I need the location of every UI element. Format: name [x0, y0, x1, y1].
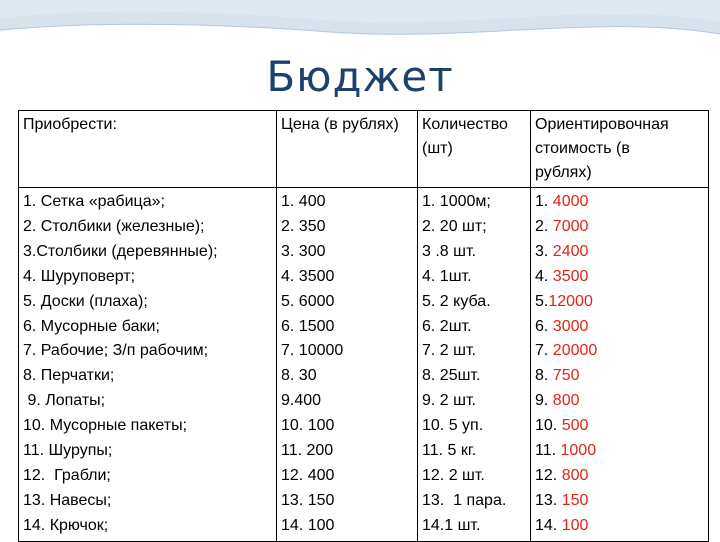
quantity-line: 14.1 шт.	[422, 516, 481, 534]
cost-index: 6.	[535, 317, 553, 335]
cost-index: 4.	[535, 267, 553, 285]
item-line: 13. Навесы;	[23, 491, 112, 509]
cost-value: 800	[561, 466, 589, 484]
price-line: 3. 300	[281, 242, 326, 260]
cost-index: 9.	[535, 392, 553, 410]
cost-index: 12.	[535, 466, 562, 484]
cost-line	[535, 364, 704, 389]
cost-line	[535, 514, 704, 539]
item-line: 3.Столбики (деревянные);	[23, 242, 218, 260]
price-line: 6. 1500	[281, 317, 335, 335]
cost-line	[535, 215, 704, 240]
cost-value: 20000	[552, 342, 598, 360]
quantity-line: 13. 1 пара.	[422, 491, 507, 509]
cost-line	[535, 464, 704, 489]
cost-value: 150	[561, 491, 589, 509]
cost-value: 500	[561, 417, 589, 435]
header-quantity-line2: (шт)	[422, 140, 453, 157]
table-header-row	[19, 111, 709, 188]
price-line: 8. 30	[281, 367, 317, 385]
cost-value: 750	[552, 367, 580, 385]
quantity-line: 10. 5 уп.	[422, 417, 484, 435]
cost-index: 5.	[535, 292, 549, 310]
cost-index: 10.	[535, 417, 562, 435]
items-column	[19, 188, 277, 542]
cost-line	[535, 240, 704, 265]
price-line: 1. 400	[281, 193, 326, 210]
cost-value: 3500	[552, 267, 589, 285]
cost-index: 8.	[535, 367, 553, 385]
header-cost-line2: стоимость (в	[535, 140, 630, 157]
cost-index: 14.	[535, 516, 562, 534]
cost-value: 7000	[552, 217, 589, 235]
cost-index: 11.	[535, 442, 561, 460]
header-quantity	[418, 111, 531, 188]
item-line: 5. Доски (плаха);	[23, 292, 148, 310]
header-item-label: Приобрести:	[23, 116, 117, 133]
cost-line	[535, 489, 704, 514]
item-line: 9. Лопаты;	[23, 392, 106, 410]
cost-index: 13.	[535, 491, 562, 509]
item-line: 10. Мусорные пакеты;	[23, 417, 188, 435]
quantity-line: 12. 2 шт.	[422, 466, 485, 484]
price-line: 7. 10000	[281, 342, 344, 360]
header-cost-line3: рублях)	[535, 164, 592, 181]
cost-value: 4000	[552, 193, 589, 210]
item-line: 12. Грабли;	[23, 466, 111, 484]
header-cost-line1: Ориентировочная	[535, 116, 669, 133]
cost-value: 1000	[560, 442, 597, 460]
budget-table	[18, 110, 709, 542]
item-line: 14. Крючок;	[23, 516, 109, 534]
quantity-line: 8. 25шт.	[422, 367, 481, 385]
price-line: 9.400	[281, 392, 322, 410]
quantity-line: 3 .8 шт.	[422, 242, 476, 260]
quantity-line: 5. 2 куба.	[422, 292, 491, 310]
item-line: 4. Шуруповерт;	[23, 267, 136, 285]
quantity-line: 2. 20 шт;	[422, 217, 487, 235]
quantities-column	[418, 188, 531, 542]
cost-line	[535, 315, 704, 340]
cost-line	[535, 290, 704, 315]
header-price	[277, 111, 418, 188]
item-line: 2. Столбики (железные);	[23, 217, 205, 235]
cost-index: 3.	[535, 242, 553, 260]
cost-line	[535, 339, 704, 364]
quantity-line: 6. 2шт.	[422, 317, 472, 335]
price-line: 11. 200	[281, 442, 334, 460]
cost-index: 7.	[535, 342, 553, 360]
cost-line	[535, 414, 704, 439]
quantity-line: 9. 2 шт.	[422, 392, 476, 410]
cost-value: 2400	[552, 242, 589, 260]
cost-line	[535, 389, 704, 414]
price-line: 13. 150	[281, 491, 335, 509]
header-quantity-line1: Количество	[422, 116, 508, 133]
cost-index: 1.	[535, 193, 553, 210]
item-line: 8. Перчатки;	[23, 367, 115, 385]
price-line: 4. 3500	[281, 267, 335, 285]
price-line: 2. 350	[281, 217, 326, 235]
price-line: 12. 400	[281, 466, 335, 484]
cost-value: 3000	[552, 317, 589, 335]
cost-value: 12000	[548, 292, 593, 310]
cost-line	[535, 190, 704, 215]
header-price-label: Цена (в рублях)	[281, 116, 399, 133]
page-title: Бюджет	[266, 52, 454, 101]
quantity-line: 1. 1000м;	[422, 193, 491, 210]
cost-line	[535, 439, 704, 464]
table-body-row	[19, 188, 709, 542]
quantity-line: 4. 1шт.	[422, 267, 472, 285]
price-line: 10. 100	[281, 417, 335, 435]
cost-value: 800	[552, 392, 580, 410]
price-line: 5. 6000	[281, 292, 335, 310]
item-line: 1. Сетка «рабица»;	[23, 193, 165, 210]
item-line: 11. Шурупы;	[23, 442, 113, 460]
price-line: 14. 100	[281, 516, 335, 534]
item-line: 6. Мусорные баки;	[23, 317, 160, 335]
quantity-line: 11. 5 кг.	[422, 442, 477, 460]
item-line: 7. Рабочие; З/п рабочим;	[23, 342, 209, 360]
header-item	[19, 111, 277, 188]
cost-index: 2.	[535, 217, 553, 235]
cost-line	[535, 265, 704, 290]
header-cost	[531, 111, 709, 188]
quantity-line: 7. 2 шт.	[422, 342, 476, 360]
costs-column	[531, 188, 709, 542]
prices-column	[277, 188, 418, 542]
cost-value: 100	[561, 516, 589, 534]
